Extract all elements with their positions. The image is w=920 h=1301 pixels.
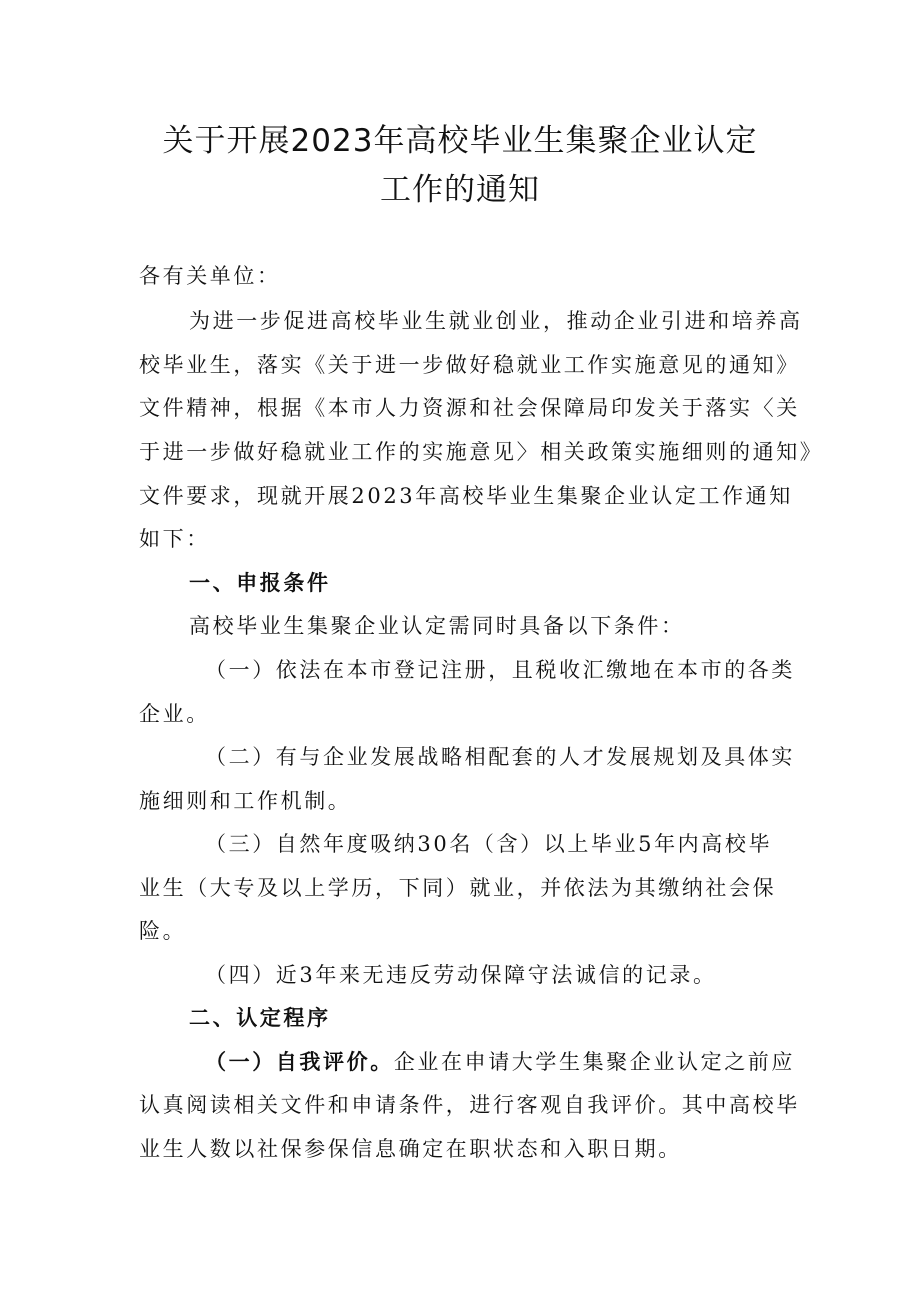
salutation: 各有关单位： bbox=[139, 264, 281, 288]
intro-line-2: 校毕业生，落实《关于进一步做好稳就业工作实施意见的通知》 bbox=[139, 353, 800, 377]
section-1-heading: 一、申报条件 bbox=[189, 570, 331, 595]
condition-4: （四）近3年来无违反劳动保障守法诚信的记录。 bbox=[205, 963, 717, 987]
condition-3-line-2: 业生（大专及以上学历，下同）就业，并依法为其缴纳社会保 bbox=[139, 876, 777, 900]
section-2-heading: 二、认定程序 bbox=[189, 1005, 331, 1030]
intro-line-3: 文件精神，根据《本市人力资源和社会保障局印发关于落实〈关 bbox=[139, 396, 800, 420]
condition-1-line-2: 企业。 bbox=[139, 702, 210, 726]
procedure-1-line-1 bbox=[205, 1048, 795, 1076]
condition-3-line-1: （三）自然年度吸纳30名（含）以上毕业5年内高校毕 bbox=[205, 832, 773, 856]
section-1-lead: 高校毕业生集聚企业认定需同时具备以下条件： bbox=[189, 614, 685, 638]
condition-2-line-2: 施细则和工作机制。 bbox=[139, 789, 352, 813]
document-title-line-1: 关于开展2023年高校毕业生集聚企业认定 bbox=[162, 123, 758, 159]
intro-line-6: 如下： bbox=[139, 527, 210, 551]
procedure-1-label: （一）自我评价。 bbox=[205, 1049, 394, 1074]
document-title-line-2: 工作的通知 bbox=[380, 172, 540, 208]
condition-3-line-3: 险。 bbox=[139, 919, 187, 943]
procedure-1-text: 企业在申请大学生集聚企业认定之前应 bbox=[393, 1050, 796, 1074]
procedure-1-line-2: 认真阅读相关文件和申请条件，进行客观自我评价。其中高校毕 bbox=[139, 1093, 800, 1117]
intro-line-5: 文件要求，现就开展2023年高校毕业生集聚企业认定工作通知 bbox=[139, 484, 793, 508]
procedure-1-line-3: 业生人数以社保参保信息确定在职状态和入职日期。 bbox=[139, 1137, 682, 1161]
condition-1-line-1: （一）依法在本市登记注册，且税收汇缴地在本市的各类 bbox=[205, 658, 795, 682]
intro-line-4: 于进一步做好稳就业工作的实施意见〉相关政策实施细则的通知》 bbox=[139, 440, 824, 464]
condition-2-line-1: （二）有与企业发展战略相配套的人才发展规划及具体实 bbox=[205, 745, 795, 769]
intro-line-1: 为进一步促进高校毕业生就业创业，推动企业引进和培养高 bbox=[189, 309, 803, 333]
